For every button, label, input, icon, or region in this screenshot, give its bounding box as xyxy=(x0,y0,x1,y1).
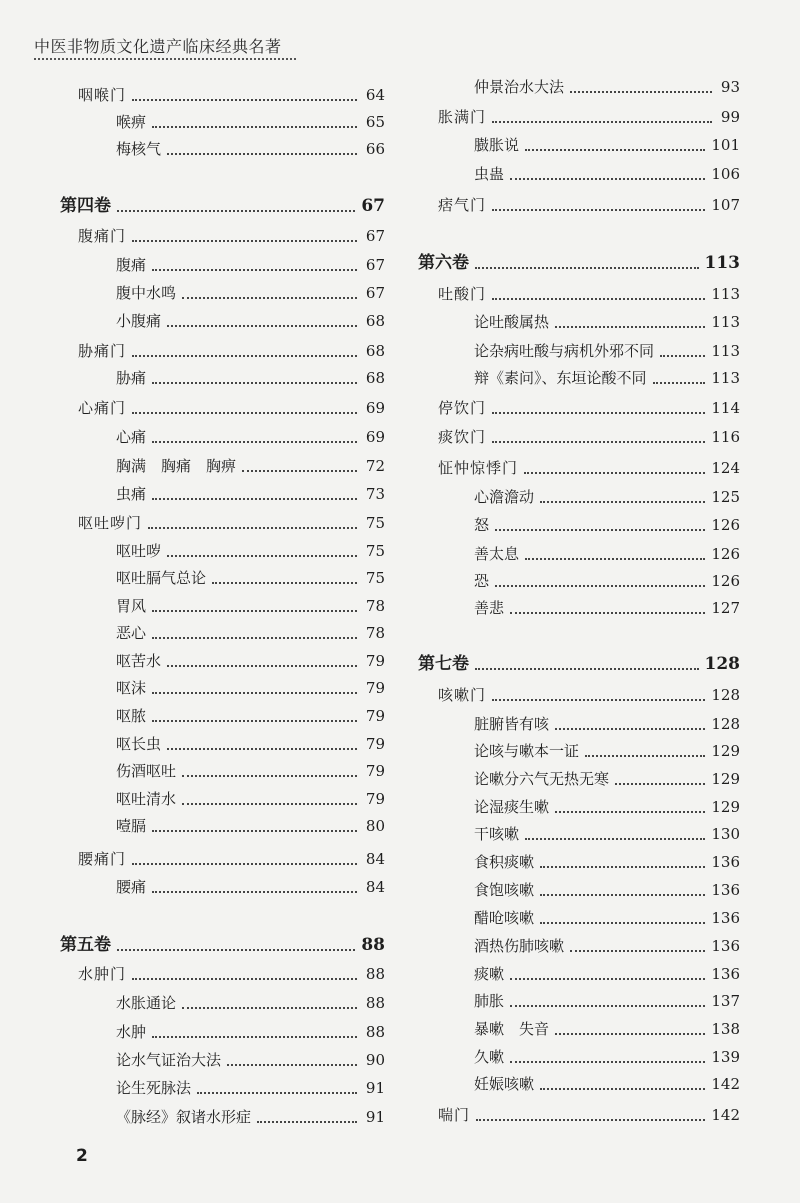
dot-leader xyxy=(492,298,705,300)
toc-entry[interactable] xyxy=(116,815,385,837)
dot-leader xyxy=(167,665,357,667)
toc-entry-title: 《脉经》叙诸水形症 xyxy=(116,1108,252,1126)
toc-entry-title: 仲景治水大法 xyxy=(474,78,565,96)
toc-entry-title: 久嗽 xyxy=(474,1048,505,1066)
toc-entry-title: 辩《素问》、东垣论酸不同 xyxy=(474,369,647,387)
toc-entry[interactable] xyxy=(116,705,385,727)
toc-entry-title: 停饮门 xyxy=(438,399,487,417)
toc-entry-title: 呕吐清水 xyxy=(116,790,177,808)
dot-leader xyxy=(475,668,699,670)
toc-page-number: 88 xyxy=(361,935,385,955)
toc-entry-title: 痰嗽 xyxy=(474,965,505,983)
toc-entry-title: 善悲 xyxy=(474,599,505,617)
toc-entry[interactable] xyxy=(474,1046,740,1068)
dot-leader xyxy=(152,610,357,612)
toc-entry-title: 梅核气 xyxy=(116,140,162,158)
toc-entry[interactable] xyxy=(474,134,740,156)
dot-leader xyxy=(182,775,357,777)
toc-entry[interactable] xyxy=(474,1073,740,1095)
toc-entry-title: 喘门 xyxy=(438,1106,471,1124)
dot-leader xyxy=(242,470,357,472)
dot-leader xyxy=(152,498,357,500)
dot-leader xyxy=(510,612,705,614)
dot-leader xyxy=(495,529,705,531)
toc-entry[interactable] xyxy=(474,1018,740,1040)
toc-entry-title: 噎膈 xyxy=(116,817,147,835)
toc-page-number: 138 xyxy=(711,1020,740,1038)
toc-page-number: 67 xyxy=(361,196,385,216)
toc-page-number: 129 xyxy=(711,742,740,760)
toc-page-number: 126 xyxy=(711,545,740,563)
dot-leader xyxy=(555,811,705,813)
toc-entry-title: 痞气门 xyxy=(438,196,487,214)
toc-entry-title: 腹痛 xyxy=(116,256,147,274)
toc-page-number: 69 xyxy=(365,428,385,446)
toc-page-number: 101 xyxy=(711,136,740,154)
toc-entry[interactable] xyxy=(474,514,740,536)
toc-entry-title: 论湿痰生嗽 xyxy=(474,798,550,816)
dot-leader xyxy=(182,1007,357,1009)
dot-leader xyxy=(132,240,357,242)
toc-entry-title: 喉痹 xyxy=(116,113,147,131)
toc-entry[interactable] xyxy=(116,876,385,898)
dot-leader xyxy=(525,149,705,151)
toc-page-number: 69 xyxy=(365,399,385,417)
toc-entry-title: 醋呛咳嗽 xyxy=(474,909,535,927)
toc-section-entry[interactable] xyxy=(78,963,385,985)
dot-leader xyxy=(132,978,357,980)
toc-entry-title: 第五卷 xyxy=(60,935,111,955)
dot-leader xyxy=(212,582,357,584)
toc-page-number: 126 xyxy=(711,572,740,590)
toc-entry[interactable] xyxy=(116,1021,385,1043)
dot-leader xyxy=(492,441,705,443)
toc-entry[interactable] xyxy=(116,483,385,505)
toc-section-entry[interactable] xyxy=(438,1104,740,1126)
running-header: 中医非物质文化遗产临床经典名著 xyxy=(34,37,282,56)
toc-entry-title: 论嗽分六气无热无寒 xyxy=(474,770,610,788)
toc-entry-title: 胁痛 xyxy=(116,369,147,387)
toc-entry-title: 臌胀说 xyxy=(474,136,520,154)
toc-entry-title: 痰饮门 xyxy=(438,428,487,446)
toc-entry-title: 虫痛 xyxy=(116,485,147,503)
toc-entry-title: 胁痛门 xyxy=(78,342,127,360)
dot-leader xyxy=(653,382,706,384)
dot-leader xyxy=(615,783,705,785)
toc-entry-title: 酒热伤肺咳嗽 xyxy=(474,937,565,955)
toc-page-number: 84 xyxy=(365,850,385,868)
dot-leader xyxy=(132,412,357,414)
toc-section-entry[interactable] xyxy=(438,283,740,305)
toc-entry-title: 呕长虫 xyxy=(116,735,162,753)
toc-section-entry[interactable] xyxy=(78,397,385,419)
dot-leader xyxy=(152,441,357,443)
dot-leader xyxy=(167,153,357,155)
toc-page-number: 67 xyxy=(365,256,385,274)
toc-page-number: 68 xyxy=(365,342,385,360)
dot-leader xyxy=(510,1005,705,1007)
toc-entry[interactable] xyxy=(116,1106,385,1128)
toc-entry-title: 伤酒呕吐 xyxy=(116,762,177,780)
toc-page-number: 79 xyxy=(365,679,385,697)
toc-entry-title: 呕苦水 xyxy=(116,652,162,670)
toc-entry[interactable] xyxy=(474,935,740,957)
toc-entry-title: 咳嗽门 xyxy=(438,686,487,704)
toc-page-number: 128 xyxy=(711,715,740,733)
toc-page-number: 79 xyxy=(365,652,385,670)
toc-page-number: 129 xyxy=(711,770,740,788)
dot-leader xyxy=(152,1036,357,1038)
toc-entry[interactable] xyxy=(474,311,740,333)
toc-entry[interactable] xyxy=(474,740,740,762)
toc-page-number: 107 xyxy=(711,196,740,214)
dot-leader xyxy=(152,382,357,384)
toc-page-number: 93 xyxy=(720,78,740,96)
dot-leader xyxy=(476,1119,705,1121)
toc-entry[interactable] xyxy=(474,486,740,508)
toc-entry[interactable] xyxy=(116,788,385,810)
toc-entry-title: 呕吐哕门 xyxy=(78,514,143,532)
toc-entry-title: 怔忡惊悸门 xyxy=(438,459,519,477)
dot-leader xyxy=(570,91,712,93)
toc-entry-title: 水肿 xyxy=(116,1023,147,1041)
dot-leader xyxy=(492,121,712,123)
toc-page-number: 90 xyxy=(365,1051,385,1069)
dot-leader xyxy=(540,866,705,868)
toc-section-entry[interactable] xyxy=(438,457,740,479)
dot-leader xyxy=(555,728,705,730)
dot-leader xyxy=(167,555,357,557)
toc-page-number: 75 xyxy=(365,569,385,587)
toc-page-number: 113 xyxy=(711,369,740,387)
toc-page-number: 139 xyxy=(711,1048,740,1066)
toc-entry[interactable] xyxy=(116,567,385,589)
toc-entry-title: 脏腑皆有咳 xyxy=(474,715,550,733)
toc-section-entry[interactable] xyxy=(438,397,740,419)
dot-leader xyxy=(492,412,705,414)
toc-entry[interactable] xyxy=(474,879,740,901)
toc-entry-title: 呕沫 xyxy=(116,679,147,697)
toc-entry[interactable] xyxy=(116,760,385,782)
dot-leader xyxy=(117,210,355,212)
dot-leader xyxy=(540,894,705,896)
toc-entry-title: 小腹痛 xyxy=(116,312,162,330)
toc-page-number: 124 xyxy=(711,459,740,477)
toc-section-entry[interactable] xyxy=(78,512,385,534)
toc-page-number: 113 xyxy=(704,253,740,273)
dot-leader xyxy=(117,949,355,951)
dot-leader xyxy=(585,755,705,757)
toc-entry[interactable] xyxy=(116,282,385,304)
toc-entry[interactable] xyxy=(116,1077,385,1099)
toc-entry[interactable] xyxy=(474,963,740,985)
toc-page-number: 142 xyxy=(711,1075,740,1093)
toc-entry-title: 腰痛门 xyxy=(78,850,127,868)
toc-section-entry[interactable] xyxy=(78,225,385,247)
toc-section-entry[interactable] xyxy=(78,340,385,362)
toc-entry[interactable] xyxy=(116,426,385,448)
toc-page-number: 113 xyxy=(711,342,740,360)
dot-leader xyxy=(492,699,705,701)
toc-entry-title: 论生死脉法 xyxy=(116,1079,192,1097)
dot-leader xyxy=(660,355,705,357)
toc-entry[interactable] xyxy=(474,570,740,592)
toc-entry-title: 腰痛 xyxy=(116,878,147,896)
toc-page-number: 80 xyxy=(365,817,385,835)
toc-page-number: 136 xyxy=(711,853,740,871)
dot-leader xyxy=(540,1088,705,1090)
toc-section-entry[interactable] xyxy=(438,684,740,706)
toc-entry-title: 暴嗽 失音 xyxy=(474,1020,550,1038)
toc-page-number: 72 xyxy=(365,457,385,475)
dot-leader xyxy=(524,472,705,474)
dot-leader xyxy=(555,1033,705,1035)
toc-page-number: 65 xyxy=(365,113,385,131)
dot-leader xyxy=(152,830,357,832)
toc-entry[interactable] xyxy=(116,650,385,672)
toc-entry[interactable] xyxy=(474,990,740,1012)
toc-page-number: 136 xyxy=(711,909,740,927)
dot-leader xyxy=(152,269,357,271)
dot-leader xyxy=(495,585,705,587)
toc-page-number: 75 xyxy=(365,542,385,560)
toc-page-number: 113 xyxy=(711,285,740,303)
toc-entry[interactable] xyxy=(474,76,740,98)
dot-leader xyxy=(132,355,357,357)
toc-entry-title: 论咳与嗽本一证 xyxy=(474,742,580,760)
toc-page-number: 64 xyxy=(365,86,385,104)
toc-entry[interactable] xyxy=(116,455,385,477)
toc-page-number: 129 xyxy=(711,798,740,816)
toc-entry-title: 恐 xyxy=(474,572,490,590)
dot-leader xyxy=(132,99,357,101)
toc-entry-title: 呕吐膈气总论 xyxy=(116,569,207,587)
toc-page-number: 99 xyxy=(720,108,740,126)
toc-volume-heading[interactable] xyxy=(418,252,740,274)
toc-entry[interactable] xyxy=(116,254,385,276)
dot-leader xyxy=(227,1064,357,1066)
toc-entry[interactable] xyxy=(116,540,385,562)
toc-entry[interactable] xyxy=(116,677,385,699)
toc-page-number: 116 xyxy=(711,428,740,446)
toc-entry-title: 心痛门 xyxy=(78,399,127,417)
toc-entry-title: 水胀通论 xyxy=(116,994,177,1012)
toc-entry[interactable] xyxy=(116,1049,385,1071)
toc-entry[interactable] xyxy=(474,367,740,389)
dot-leader xyxy=(152,692,357,694)
toc-page-number: 67 xyxy=(365,284,385,302)
toc-entry-title: 腹中水鸣 xyxy=(116,284,177,302)
toc-entry-title: 食积痰嗽 xyxy=(474,853,535,871)
toc-entry[interactable] xyxy=(474,796,740,818)
dot-leader xyxy=(152,637,357,639)
toc-page-number: 68 xyxy=(365,369,385,387)
toc-page-number: 113 xyxy=(711,313,740,331)
dot-leader xyxy=(475,267,699,269)
toc-entry-title: 论吐酸属热 xyxy=(474,313,550,331)
toc-page-number: 79 xyxy=(365,735,385,753)
toc-entry[interactable] xyxy=(116,622,385,644)
dot-leader xyxy=(510,1061,705,1063)
dot-leader xyxy=(132,863,357,865)
toc-page-number: 91 xyxy=(365,1079,385,1097)
toc-page-number: 136 xyxy=(711,937,740,955)
toc-page-number: 137 xyxy=(711,992,740,1010)
toc-entry[interactable] xyxy=(474,340,740,362)
toc-entry[interactable] xyxy=(116,595,385,617)
toc-volume-heading[interactable] xyxy=(60,934,385,956)
toc-page-number: 73 xyxy=(365,485,385,503)
toc-entry-title: 心痛 xyxy=(116,428,147,446)
toc-page-number: 130 xyxy=(711,825,740,843)
toc-volume-heading[interactable] xyxy=(60,195,385,217)
toc-entry-title: 水肿门 xyxy=(78,965,127,983)
toc-entry-title: 恶心 xyxy=(116,624,147,642)
toc-entry-title: 虫蛊 xyxy=(474,165,505,183)
toc-page-number: 79 xyxy=(365,707,385,725)
toc-page-number: 136 xyxy=(711,965,740,983)
toc-page-number: 84 xyxy=(365,878,385,896)
toc-entry[interactable] xyxy=(474,713,740,735)
toc-page-number: 88 xyxy=(365,994,385,1012)
toc-entry[interactable] xyxy=(474,163,740,185)
toc-entry[interactable] xyxy=(116,367,385,389)
toc-page-number: 79 xyxy=(365,762,385,780)
toc-page-number: 125 xyxy=(711,488,740,506)
toc-entry[interactable] xyxy=(474,768,740,790)
toc-entry-title: 吐酸门 xyxy=(438,285,487,303)
toc-entry-title: 胸满 胸痛 胸痹 xyxy=(116,457,237,475)
dot-leader xyxy=(555,326,705,328)
toc-entry-title: 第七卷 xyxy=(418,654,469,674)
toc-entry-title: 善太息 xyxy=(474,545,520,563)
toc-entry[interactable] xyxy=(474,597,740,619)
dot-leader xyxy=(570,950,705,952)
toc-page-number: 106 xyxy=(711,165,740,183)
dot-leader xyxy=(540,922,705,924)
toc-page-number: 88 xyxy=(365,965,385,983)
toc-page-number: 78 xyxy=(365,597,385,615)
toc-page-number: 91 xyxy=(365,1108,385,1126)
toc-page-number: 127 xyxy=(711,599,740,617)
toc-entry-title: 肺胀 xyxy=(474,992,505,1010)
dot-leader xyxy=(540,501,705,503)
toc-entry[interactable] xyxy=(474,851,740,873)
toc-section-entry[interactable] xyxy=(438,106,740,128)
toc-page-number: 128 xyxy=(711,686,740,704)
toc-entry-title: 腹痛门 xyxy=(78,227,127,245)
toc-section-entry[interactable] xyxy=(78,84,385,106)
dot-leader xyxy=(152,891,357,893)
dot-leader xyxy=(525,838,705,840)
page-number: 2 xyxy=(76,1146,88,1166)
toc-entry-title: 食饱咳嗽 xyxy=(474,881,535,899)
toc-page-number: 126 xyxy=(711,516,740,534)
toc-entry[interactable] xyxy=(116,111,385,133)
toc-entry[interactable] xyxy=(116,310,385,332)
toc-entry-title: 呕吐哕 xyxy=(116,542,162,560)
toc-page-number: 66 xyxy=(365,140,385,158)
toc-entry-title: 呕脓 xyxy=(116,707,147,725)
toc-entry-title: 干咳嗽 xyxy=(474,825,520,843)
toc-page-number: 78 xyxy=(365,624,385,642)
toc-entry-title: 第六卷 xyxy=(418,253,469,273)
toc-section-entry[interactable] xyxy=(78,848,385,870)
toc-volume-heading[interactable] xyxy=(418,653,740,675)
dot-leader xyxy=(182,803,357,805)
toc-entry[interactable] xyxy=(474,907,740,929)
toc-entry-title: 胃风 xyxy=(116,597,147,615)
toc-page-number: 75 xyxy=(365,514,385,532)
toc-page-number: 142 xyxy=(711,1106,740,1124)
toc-entry-title: 第四卷 xyxy=(60,196,111,216)
dot-leader xyxy=(257,1121,357,1123)
dot-leader xyxy=(510,178,705,180)
dot-leader xyxy=(197,1092,357,1094)
dot-leader xyxy=(167,748,357,750)
dot-leader xyxy=(525,558,705,560)
toc-entry-title: 怒 xyxy=(474,516,490,534)
toc-entry-title: 妊娠咳嗽 xyxy=(474,1075,535,1093)
toc-section-entry[interactable] xyxy=(438,426,740,448)
toc-page-number: 68 xyxy=(365,312,385,330)
toc-entry[interactable] xyxy=(116,992,385,1014)
toc-page-number: 79 xyxy=(365,790,385,808)
toc-entry-title: 心澹澹动 xyxy=(474,488,535,506)
toc-entry-title: 论水气证治大法 xyxy=(116,1051,222,1069)
dot-leader xyxy=(182,297,357,299)
toc-entry-title: 论杂病吐酸与病机外邪不同 xyxy=(474,342,655,360)
toc-entry[interactable] xyxy=(116,138,385,160)
toc-page-number: 136 xyxy=(711,881,740,899)
toc-entry[interactable] xyxy=(474,543,740,565)
header-rule xyxy=(34,58,296,60)
toc-section-entry[interactable] xyxy=(438,194,740,216)
dot-leader xyxy=(152,126,357,128)
toc-page-number: 114 xyxy=(711,399,740,417)
toc-entry[interactable] xyxy=(474,823,740,845)
dot-leader xyxy=(148,527,357,529)
toc-page-number: 67 xyxy=(365,227,385,245)
toc-page-number: 128 xyxy=(704,654,740,674)
toc-entry[interactable] xyxy=(116,733,385,755)
toc-page-number: 88 xyxy=(365,1023,385,1041)
toc-entry-title: 咽喉门 xyxy=(78,86,127,104)
dot-leader xyxy=(510,978,705,980)
dot-leader xyxy=(167,325,357,327)
dot-leader xyxy=(152,720,357,722)
dot-leader xyxy=(492,209,705,211)
toc-entry-title: 胀满门 xyxy=(438,108,487,126)
